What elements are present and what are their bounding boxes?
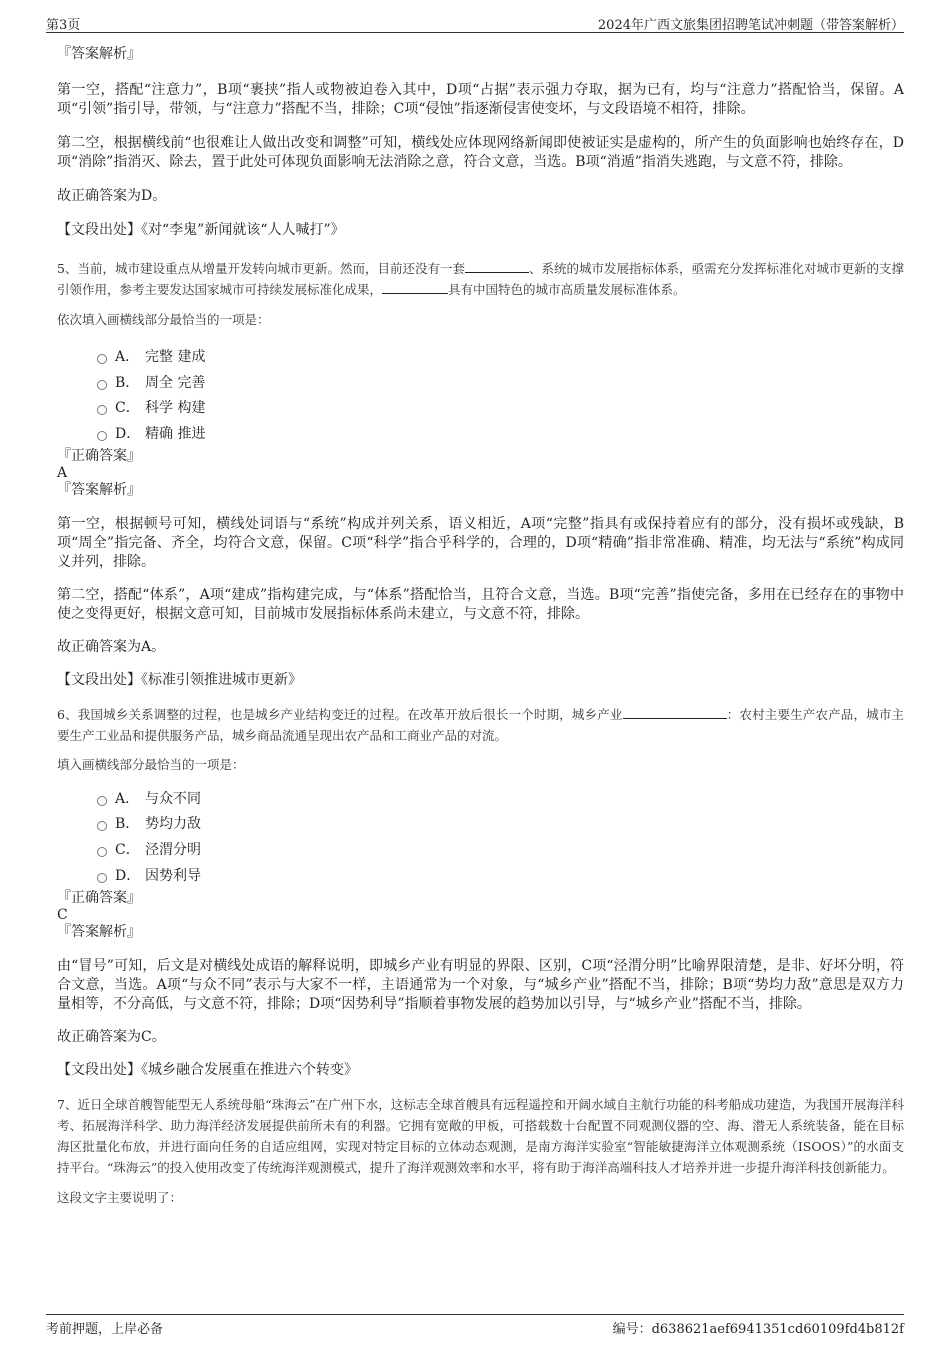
q5-options	[57, 345, 904, 448]
q6-answer-label: 『正确答案』	[57, 889, 141, 906]
q6-text-b: ：农村主要生产农产品，城市主要生产工业品和提供服务产品，城乡商品流通呈现出农产品和工商业产品的对流。	[57, 706, 904, 743]
q6-option-b[interactable]: B． 势均力敌	[57, 812, 904, 838]
q6-option-d[interactable]: D． 因势利导	[57, 864, 904, 890]
q6-blank	[623, 706, 727, 719]
q7-prompt: 这段文字主要说明了：	[57, 1189, 183, 1205]
page-footer	[46, 1314, 904, 1337]
q5-source: 【文段出处】《标准引领推进城市更新》	[57, 671, 302, 688]
q5-option-c[interactable]: C． 科学 构建	[57, 396, 904, 422]
q5-text-c: 具有中国特色的城市高质量发展标准体系。	[448, 282, 686, 297]
q6-analysis-label: 『答案解析』	[57, 923, 141, 940]
q6-analysis-p1: 由“冒号”可知，后文是对横线处成语的解释说明，即城乡产业有明显的界限、区别，C项“泾渭分明”比喻界限清楚，是非、好坏分明，符合文意，当选。A项“与众不同”表示与大家不一样，主语通常为一个对象，与“城乡产业”搭配不当，排除；B项“势均力敌”意思是双方力量相等，不分高低，与文意不符，排除；D项“因势利导”指顺着事物发展的趋势加以引导，与“城乡产业”搭配不当，排除。	[57, 957, 904, 1012]
q6-text-a: 6、我国城乡关系调整的过程，也是城乡产业结构变迁的过程。在改革开放后很长一个时期，城乡产业	[57, 706, 623, 722]
q4-analysis-p2: 第二空，根据横线前“也很难让人做出改变和调整”可知，横线处应体现网络新闻即使被证实是虚构的，所产生的负面影响也始终存在，D项“消除”指消灭、除去，置于此处可体现负面影响无法消除之意，符合文意，当选。B项“消遁”指消失逃跑，与文意不符，排除。	[57, 135, 904, 170]
q5-text-b: 、系统的城市发展指标体系，亟需充分发挥标准化对城市更新的支撑引领作用，参考主要发达国家城市可持续发展标准化成果，	[57, 261, 904, 297]
radio-icon[interactable]	[97, 873, 107, 883]
q5-conclusion: 故正确答案为A。	[57, 638, 166, 655]
radio-icon[interactable]	[97, 821, 107, 831]
q6-option-c[interactable]: C． 泾渭分明	[57, 838, 904, 864]
q6-conclusion: 故正确答案为C。	[57, 1028, 166, 1045]
radio-icon[interactable]	[97, 405, 107, 415]
q5-text-a: 5、当前，城市建设重点从增量开发转向城市更新。然而，目前还没有一套	[57, 261, 465, 276]
footer-slogan: 考前押题，上岸必备	[46, 1322, 164, 1337]
q6-answer: C	[57, 906, 68, 923]
q5-answer-label: 『正确答案』	[57, 447, 141, 464]
q5-prompt: 依次填入画横线部分最恰当的一项是：	[57, 312, 270, 327]
q5-question	[57, 258, 904, 300]
document-code-value: d638621aef6941351cd60109fd4b812f	[651, 1322, 904, 1337]
q5-option-b[interactable]: B． 周全 完善	[57, 371, 904, 397]
q5-analysis-p2: 第二空，搭配“体系”，A项“建成”指构建完成，与“体系”搭配恰当，且符合文意，当选。B项“完善”指使完备，多用在已经存在的事物中使之变得更好，根据文意可知，目前城市发展指标体系尚未建立，与文意不符，排除。	[57, 586, 904, 622]
q5-blank-2	[382, 281, 448, 294]
q6-option-a[interactable]: A． 与众不同	[57, 787, 904, 813]
radio-icon[interactable]	[97, 354, 107, 364]
q6-question	[57, 704, 904, 746]
page-content	[57, 44, 904, 1207]
q6-options	[57, 787, 904, 890]
radio-icon[interactable]	[97, 796, 107, 806]
document-code: 编号：d638621aef6941351cd60109fd4b812f	[612, 1322, 904, 1337]
radio-icon[interactable]	[97, 431, 107, 441]
document-title: 2024年广西文旅集团招聘笔试冲刺题（带答案解析）	[597, 18, 904, 33]
radio-icon[interactable]	[97, 380, 107, 390]
page-header	[46, 12, 904, 33]
radio-icon[interactable]	[97, 847, 107, 857]
q5-blank-1	[465, 260, 529, 273]
q5-answer: A	[57, 464, 68, 481]
q5-option-d[interactable]: D． 精确 推进	[57, 422, 904, 448]
page-number: 第3页	[46, 18, 81, 33]
q4-analysis-label: 『答案解析』	[57, 46, 141, 62]
q5-option-a[interactable]: A． 完整 建成	[57, 345, 904, 371]
q4-analysis-p1: 第一空，搭配“注意力”，B项“裹挟”指人或物被迫卷入其中，D项“占据”表示强力夺取，据为已有，均与“注意力”搭配恰当，保留。A项“引领”指引导，带领，与“注意力”搭配不当，排除；C项“侵蚀”指逐渐侵害使变坏，与文段语境不相符，排除。	[57, 82, 904, 117]
q5-analysis-label: 『答案解析』	[57, 481, 141, 498]
q5-analysis-p1: 第一空，根据顿号可知，横线处词语与“系统”构成并列关系，语义相近，A项“完整”指具有或保持着应有的部分，没有损坏或残缺，B项“周全”指完备、齐全，均符合文意，保留。C项“科学”指合乎科学的，合理的，D项“精确”指非常准确、精准，均无法与“系统”构成同义并列，排除。	[57, 515, 904, 570]
q4-source: 【文段出处】《对“李鬼”新闻就该“人人喊打”》	[57, 222, 345, 238]
q6-prompt: 填入画横线部分最恰当的一项是：	[57, 756, 245, 772]
q6-source: 【文段出处】《城乡融合发展重在推进六个转变》	[57, 1061, 358, 1078]
q7-question: 7、近日全球首艘智能型无人系统母船“珠海云”在广州下水，这标志全球首艘具有远程遥控和开阔水域自主航行功能的科考船成功建造，为我国开展海洋科考、拓展海洋科学、助力海洋经济发展提供前所未有的利器。它拥有宽敞的甲板，可搭载数十台配置不同观测仪器的空、海、潜无人系统装备，能在目标海区批量化布放，并进行面向任务的自适应组网，实现对特定目标的立体动态观测，是南方海洋实验室“智能敏捷海洋立体观测系统（ISOOS）”的水面支持平台。“珠海云”的投入使用改变了传统海洋观测模式，提升了海洋观测效率和水平，将有助于海洋高端科技人才培养并进一步提升海洋科技创新能力。	[57, 1096, 904, 1175]
q4-conclusion: 故正确答案为D。	[57, 188, 167, 204]
